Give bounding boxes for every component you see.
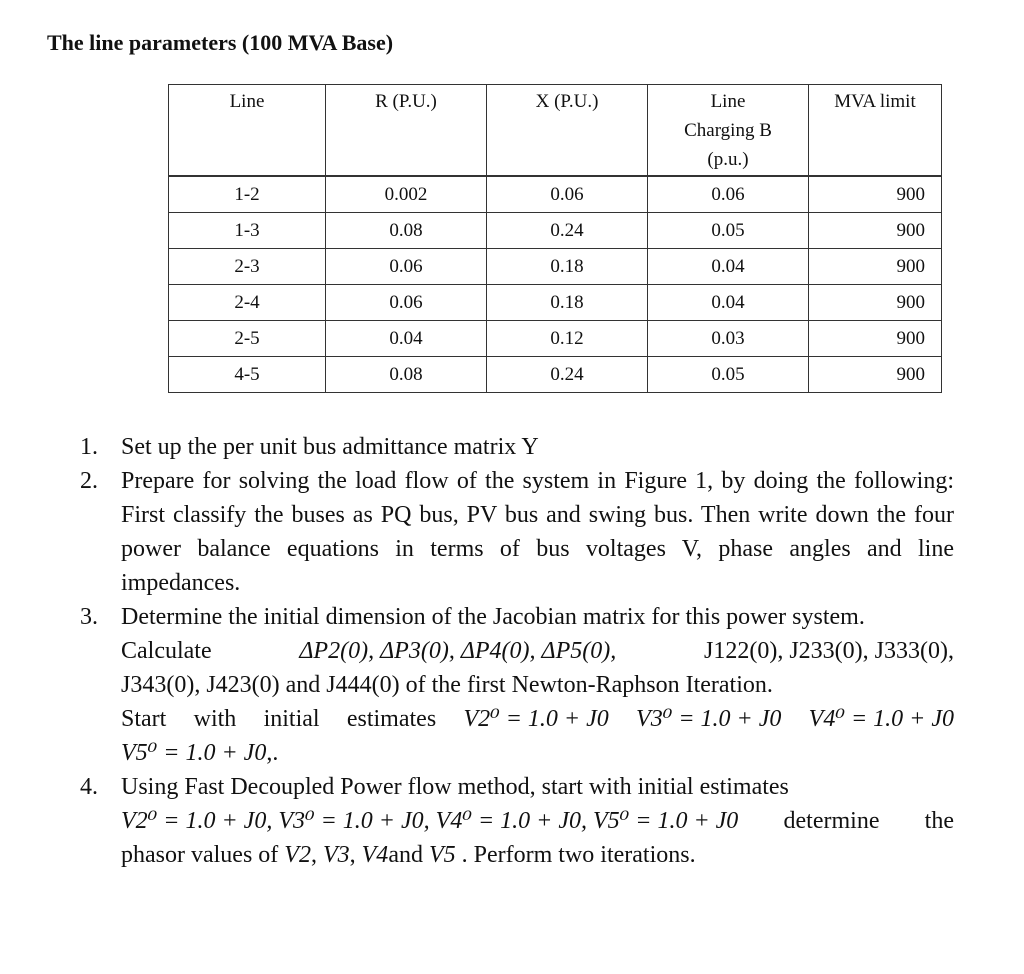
table-row: 2-3 0.06 0.18 0.04 900 (169, 249, 942, 285)
question-text: Determine the initial dimension of the Jacobian matrix for this power system. (121, 604, 865, 630)
header-x: X (P.U.) (487, 85, 648, 177)
question-3 (80, 600, 954, 770)
question-4 (80, 770, 954, 872)
table-row: 1-2 0.002 0.06 0.06 900 (169, 176, 942, 213)
header-line: Line (169, 85, 326, 177)
question-1 (80, 430, 954, 464)
question-number: 4. (80, 774, 98, 800)
question-2 (80, 464, 954, 600)
header-mva-limit: MVA limit (809, 85, 942, 177)
question-number: 3. (80, 604, 98, 630)
phasor-line: phasor values of V2, V3, V4and V5 . Perform two iterations. (121, 842, 696, 868)
estimate-v5-line: V5⁰ = 1.0 + J0,. (121, 740, 279, 766)
start-estimates-line: Start with initial estimates V2⁰ = 1.0 + J0 V3⁰ = 1.0 + J0 V4⁰ = 1.0 + J0 (121, 706, 954, 732)
question-text: Using Fast Decoupled Power flow method, start with initial estimates (121, 774, 789, 800)
question-text: Set up the per unit bus admittance matrix Y (121, 434, 539, 460)
jacobian-terms: J122(0), J233(0), J333(0), (704, 638, 954, 664)
delta-p-list: ΔP2(0), ΔP3(0), ΔP4(0), ΔP5(0), (299, 638, 617, 664)
fd-estimates-line: V2⁰ = 1.0 + J0, V3⁰ = 1.0 + J0, V4⁰ = 1.0 + J0, V5⁰ = 1.0 + J0 determine the (121, 804, 954, 838)
question-list (80, 430, 954, 872)
table-header-row (169, 85, 942, 177)
jacobian-terms-continued: J343(0), J423(0) and J444(0) of the first Newton-Raphson Iteration. (121, 672, 773, 698)
table-row: 4-5 0.08 0.24 0.05 900 (169, 357, 942, 393)
table-row: 2-4 0.06 0.18 0.04 900 (169, 285, 942, 321)
page-title: The line parameters (100 MVA Base) (47, 30, 394, 55)
question-number: 2. (80, 468, 98, 494)
delta-p-line: Calculate ΔP2(0), ΔP3(0), ΔP4(0), ΔP5(0), J122(0), J233(0), J333(0), (121, 634, 954, 668)
fd-estimates: V2⁰ = 1.0 + J0, V3⁰ = 1.0 + J0, V4⁰ = 1.0 + J0, V5⁰ = 1.0 + J0 (121, 808, 739, 834)
table-row: 2-5 0.04 0.12 0.03 900 (169, 321, 942, 357)
line-parameters-table (168, 84, 942, 393)
table-row: 1-3 0.08 0.24 0.05 900 (169, 213, 942, 249)
header-line-charging: Line Charging B (p.u.) (648, 85, 809, 177)
header-r: R (P.U.) (326, 85, 487, 177)
question-text: Prepare for solving the load flow of the system in Figure 1, by doing the following: First classify the buses as PQ bus, PV bus and swing bus. Then write down the four power balance equations in terms of bus voltages V, phase angles and line impedances. (121, 468, 954, 596)
question-number: 1. (80, 434, 98, 460)
